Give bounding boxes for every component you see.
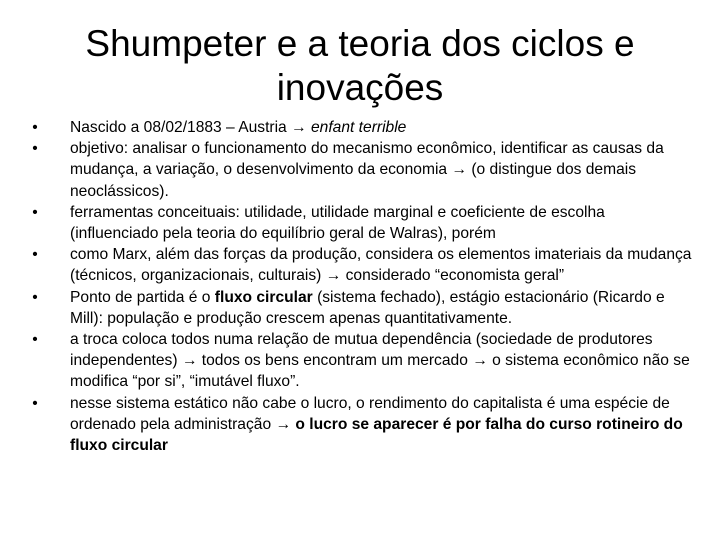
- bullet-text: nesse sistema estático não cabe o lucro, o rendimento do capitalista é uma espécie de ordenado pela administração →: [70, 394, 670, 433]
- bullet-item-tools: [24, 202, 696, 244]
- bullet-text: Ponto de partida é o: [70, 288, 215, 306]
- bullet-text: Nascido a 08/02/1883 – Austria →: [70, 119, 311, 136]
- bullet-strong: o lucro se aparecer é por falha do curso rotineiro do fluxo circular: [70, 415, 683, 455]
- bullet-item-profit: [24, 393, 696, 457]
- bullet-icon: •: [32, 288, 38, 306]
- bullet-icon: •: [32, 331, 38, 349]
- bullet-icon: •: [32, 140, 38, 158]
- bullet-icon: •: [32, 203, 38, 221]
- bullet-text: ferramentas conceituais: utilidade, utilidade marginal e coeficiente de escolha (influenciado pela teoria do equilíbrio geral de Walras), porém: [70, 203, 605, 243]
- bullet-icon: •: [32, 394, 38, 412]
- bullet-text: (sistema fechado), estágio estacionário (Ricardo e Mill): população e produção crescem apenas quantitativamente.: [70, 288, 665, 327]
- bullet-item-starting-point: [24, 287, 696, 329]
- bullet-emphasis: enfant terrible: [311, 119, 407, 136]
- bullet-text: como Marx, além das forças da produção, considera os elementos imateriais da mudança (técnicos, organizacionais, culturais) → considerado “economista geral”: [70, 246, 692, 285]
- bullet-text: a troca coloca todos numa relação de mutua dependência (sociedade de produtores independentes) → todos os bens encontram um mercado → o sistema econômico não se modifica “por si”, “imutável fluxo”.: [70, 331, 690, 391]
- bullet-item-marx: [24, 244, 696, 286]
- bullet-item-birth: [24, 117, 696, 138]
- bullet-list: [24, 117, 696, 456]
- bullet-item-objective: [24, 138, 696, 202]
- bullet-strong: fluxo circular: [214, 288, 313, 306]
- bullet-text: objetivo: analisar o funcionamento do mecanismo econômico, identificar as causas da mudança, a variação, o desenvolvimento da economia → (o distingue dos demais neoclássicos).: [70, 140, 664, 200]
- bullet-icon: •: [32, 246, 38, 264]
- bullet-icon: •: [32, 119, 38, 136]
- bullet-item-exchange: [24, 329, 696, 393]
- slide-title: Shumpeter e a teoria dos ciclos e inovações: [85, 23, 635, 108]
